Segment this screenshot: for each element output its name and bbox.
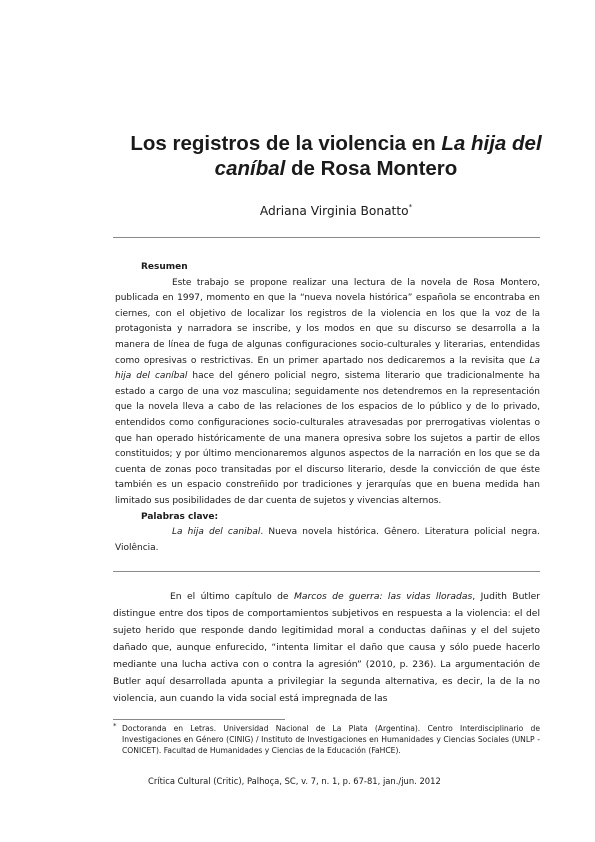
keywords-text — [115, 525, 540, 556]
title-italic-novel: La hija del caníbal — [214, 132, 542, 180]
title-text: Los registros de la violencia en — [130, 132, 442, 155]
title-text-end: de Rosa Montero — [285, 157, 458, 180]
page-footer-citation: Crítica Cultural (Critic), Palhoça, SC, v. 7, n. 1, p. 67-81, jan./jun. 2012 — [148, 776, 441, 786]
author-name: Adriana Virginia Bonatto — [259, 204, 409, 218]
keywords-rest: . Nueva novela histórica. Gênero. Literatura policial negra. Violência. — [115, 527, 541, 553]
keywords-heading: Palabras clave: — [141, 511, 219, 522]
abstract-heading: Resumen — [141, 262, 188, 272]
body-text-rest: , Judith Butler distingue entre dos tipos de comportamientos subjetivos en respuesta a la violencia: el del sujeto herido que responde dando legitimidad moral a conductas dañinas y el del sujeto dañado que, aunque enfurecido, “intenta limitar el daño que causa y sólo puede hacerlo mediante una lucha activa con o contra la agresión” (2010, p. 236). La argumentación de Butler aquí desarrollada apunta a privilegiar la segunda alternativa, es decir, la de la no violencia, aun cuando la vida social está impregnada de las — [113, 591, 540, 704]
body-section — [113, 588, 540, 707]
author-line — [120, 203, 552, 218]
abstract-section — [115, 260, 540, 556]
abstract-text-rest: hace del género policial negro, sistema literario que tradicionalmente ha estado a cargo de una voz masculina; seguidamente nos detendremos en la representación que la novela lleva a cabo de las relaciones de los espacios de lo público y de lo privado, entendidos como configuraciones socio-culturales atravesadas por prerrogativas violentas o que han operado históricamente de una manera opresiva sobre los sujetos a partir de ellos constituidos; y por último mencionaremos algunos aspectos de la narración en los que se da cuenta de zonas poco transitadas por el discurso literario, desde la convicción de que éste también es un espacio constreñido por tradiciones y jerarquías que en buena medida han limitado sus posibilidades de dar cuenta de sujetos y vivencias alternos. — [115, 371, 541, 506]
footnote-text: Doctoranda en Letras. Universidad Nacional de La Plata (Argentina). Centro Interdisciplinario de Investigaciones en Género (CINIG) / Instituto de Investigaciones en Humanidades y Ciencias Sociales (UNLP - CONICET). Facultad de Humanidades y Ciencias de la Educación (FaHCE). — [122, 724, 540, 756]
footnote-mark: * — [113, 722, 117, 730]
article-title — [120, 131, 552, 181]
footnote — [113, 723, 540, 757]
body-italic-title: Marcos de guerra: las vidas lloradas — [293, 591, 473, 602]
keywords-italic: La hija del canibal — [172, 527, 261, 538]
author-footnote-mark[interactable]: * — [408, 203, 413, 211]
bottom-divider — [113, 571, 540, 572]
top-divider — [113, 237, 540, 238]
body-text-start: En el último capítulo de — [170, 591, 294, 602]
abstract-text-part: Este trabajo se propone realizar una lectura de la novela de Rosa Montero, publicada en 1997, momento en que la “nueva novela histórica” española se encontraba en ciernes, con el objetivo de localizar los registros de la violencia en los que la voz de la protagonista y narradora se inscribe, y los modos en que su discurso se desarrolla a la manera de línea de fuga de algunas configuraciones socio-culturales y literarias, entendidas como opresivas o restrictivas. En un primer apartado nos dedicaremos a la revisita que — [115, 277, 540, 366]
abstract-italic-title: La hija del caníbal — [115, 355, 540, 382]
abstract-text — [115, 276, 540, 510]
footnote-rule — [113, 719, 285, 720]
body-paragraph — [113, 588, 540, 707]
